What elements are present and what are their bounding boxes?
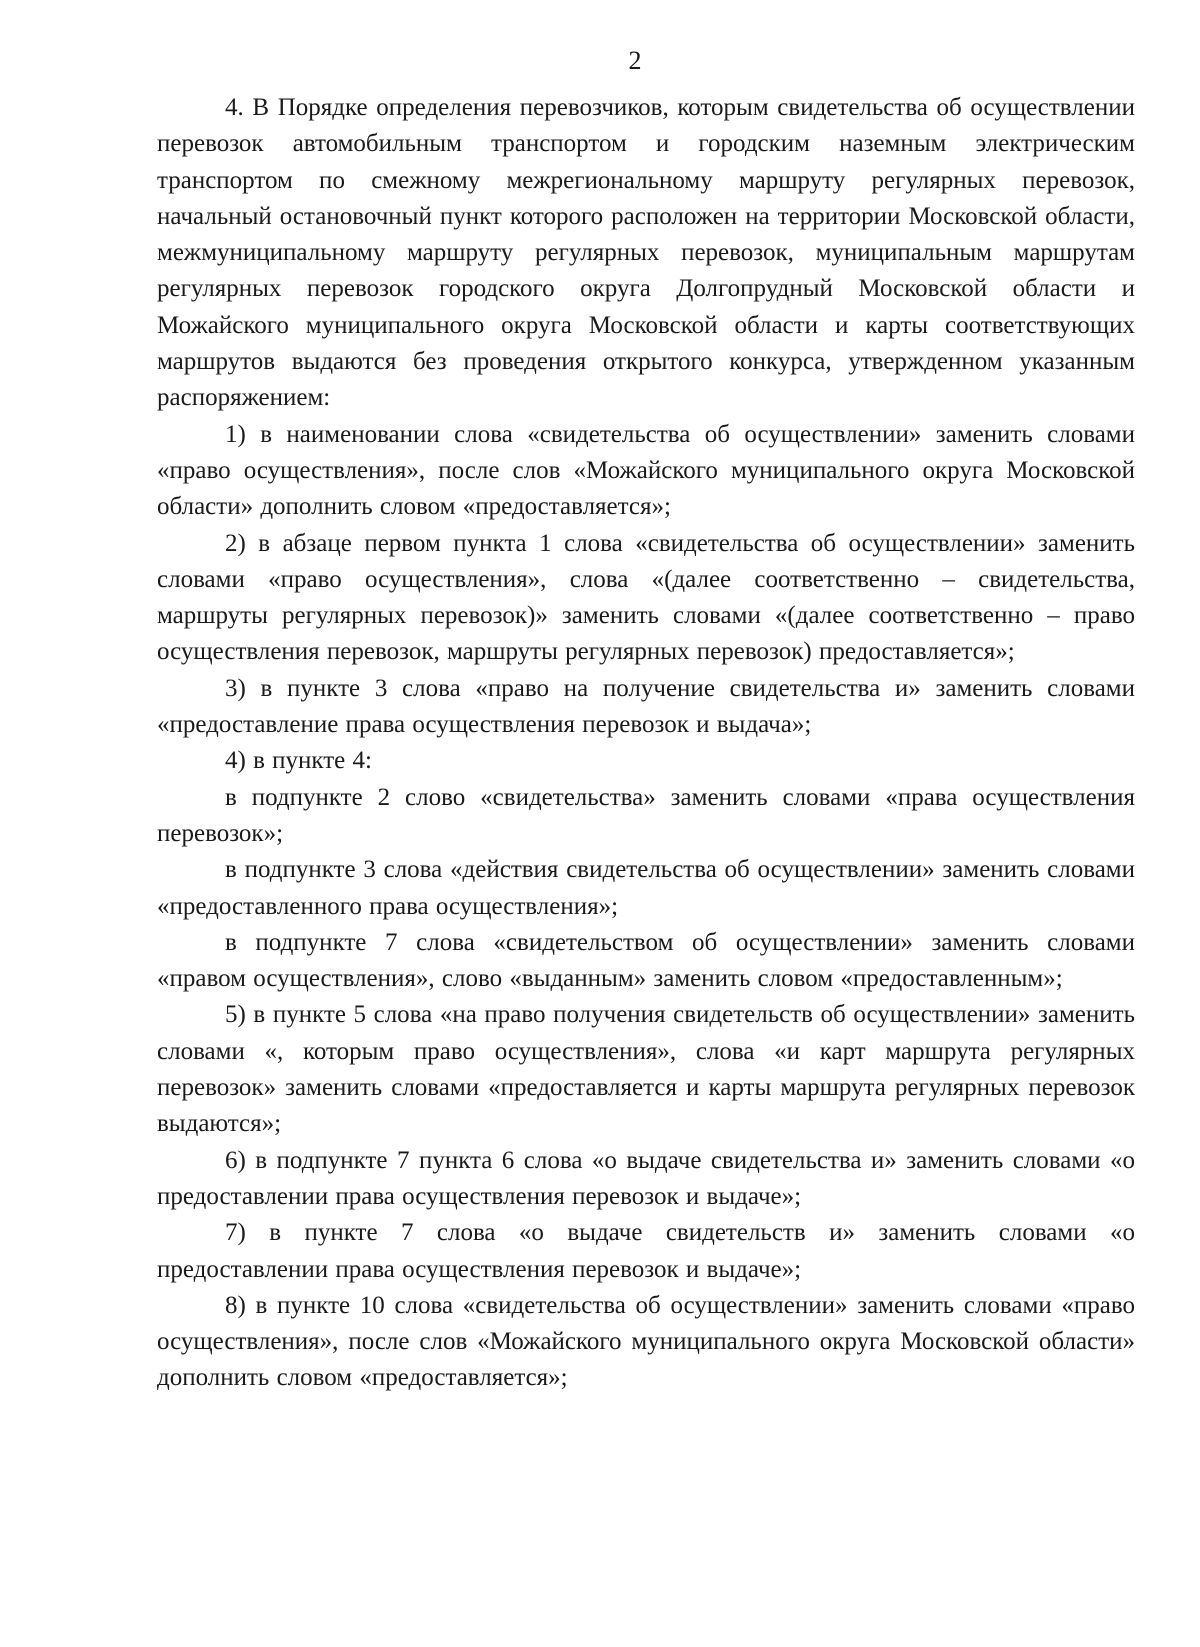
subitem-4-clause-2: в подпункте 2 слово «свидетельства» заменить словами «права осуществления перевозок»; xyxy=(157,783,1135,847)
subitem-7: 7) в пункте 7 слова «о выдаче свидетельств и» заменить словами «о предоставлении права осуществления перевозок и выдаче»; xyxy=(157,1219,1135,1283)
subitem-3: 3) в пункте 3 слова «право на получение свидетельства и» заменить словами «предоставление права осуществления перевозок и выдача»; xyxy=(157,674,1135,739)
subitem-6: 6) в подпункте 7 пункта 6 слова «о выдаче свидетельства и» заменить словами «о предоставлении права осуществления перевозок и выдаче»; xyxy=(157,1146,1135,1210)
subitem-4: 4) в пункте 4: xyxy=(225,747,372,775)
subitem-8: 8) в пункте 10 слова «свидетельства об осуществлении» заменить словами «право осуществления», после слов «Можайского муниципального округа Московской области» дополнить словом «предоставляется»; xyxy=(157,1291,1135,1392)
subitem-4-clause-3: в подпункте 3 слова «действия свидетельства об осуществлении» заменить словами «предоставленного права осуществления»; xyxy=(157,856,1135,920)
subitem-1: 1) в наименовании слова «свидетельства об осуществлении» заменить словами «право осуществления», после слов «Можайского муниципального округа Московской области» дополнить словом «предоставляется»; xyxy=(157,420,1135,521)
page-number: 2 xyxy=(628,46,642,75)
subitem-4-clause-7: в подпункте 7 слова «свидетельством об осуществлении» заменить словами «правом осуществления», слово «выданным» заменить словом «предоставленным»; xyxy=(157,928,1135,993)
document-body xyxy=(157,90,1135,1397)
paragraph-item-4: 4. В Порядке определения перевозчиков, которым свидетельства об осуществлении перевозок автомобильным транспортом и городским наземным электрическим транспортом по смежному межрегиональному маршруту регулярных перевозок, начальный остановочный пункт которого расположен на территории Московской области, межмуниципальному маршруту регулярных перевозок, муниципальным маршрутам регулярных перевозок городского округа Долгопрудный Московской области и Можайского муниципального округа Московской области и карты соответствующих маршрутов выдаются без проведения открытого конкурса, утвержденном указанным распоряжением: xyxy=(157,94,1135,412)
subitem-5: 5) в пункте 5 слова «на право получения свидетельств об осуществлении» заменить словами «, которым право осуществления», слова «и карт маршрута регулярных перевозок» заменить словами «предоставляется и карты маршрута регулярных перевозок выдаются»; xyxy=(157,1001,1135,1138)
subitem-2: 2) в абзаце первом пункта 1 слова «свидетельства об осуществлении» заменить словами «право осуществления», слова «(далее соответственно – свидетельства, маршруты регулярных перевозок)» заменить словами «(далее соответственно – право осуществления перевозок, маршруты регулярных перевозок) предоставляется»; xyxy=(157,529,1135,666)
